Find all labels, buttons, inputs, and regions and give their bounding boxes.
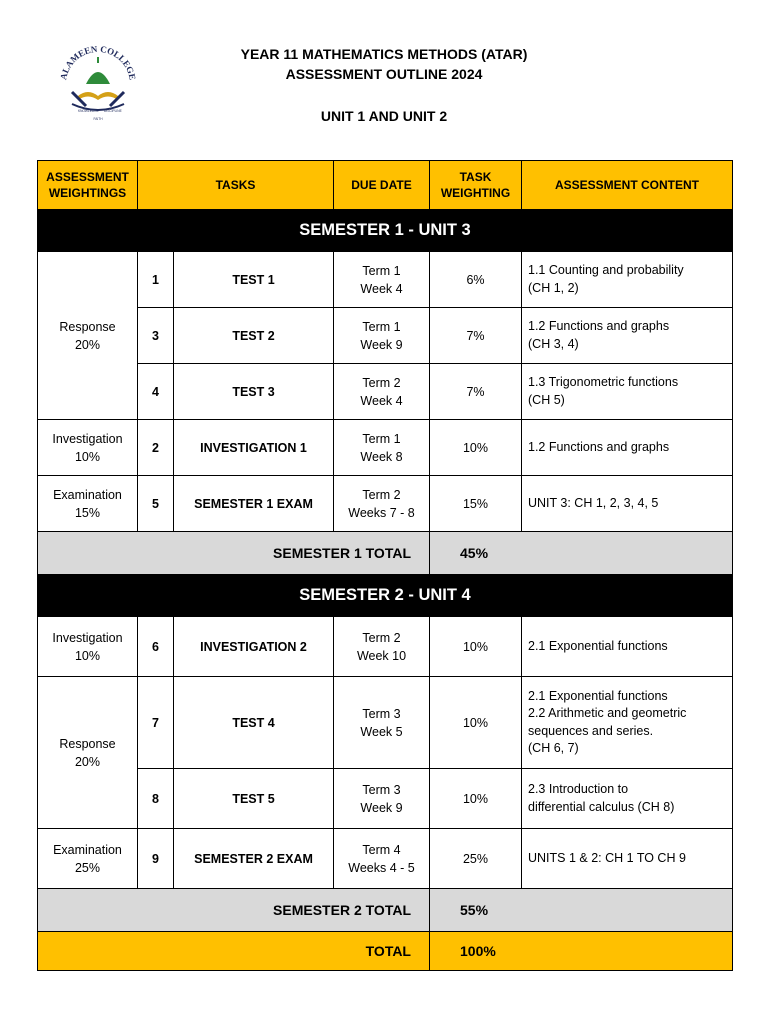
table-row	[38, 420, 733, 476]
header-tasks: TASKS	[138, 161, 334, 210]
semester-1-total-value: 45%	[430, 532, 522, 575]
table-row	[38, 308, 733, 364]
semester-1-band	[38, 210, 733, 252]
assessment-content: 1.2 Functions and graphs (CH 3, 4)	[522, 308, 733, 364]
weighting-cell: Response 20%	[38, 677, 138, 829]
due-date: Term 4 Weeks 4 - 5	[334, 829, 430, 889]
semester-2-total-label: SEMESTER 2 TOTAL	[38, 889, 430, 932]
table-row	[38, 364, 733, 420]
grand-total-value: 100%	[430, 932, 522, 971]
semester-2-total-value: 55%	[430, 889, 522, 932]
task-number: 8	[138, 769, 174, 829]
due-date: Term 1 Week 8	[334, 420, 430, 476]
logo-name-text: ALAMEEN COLLEGE	[58, 43, 138, 81]
dome-icon	[86, 72, 110, 84]
table-row	[38, 617, 733, 677]
header-assessment-content: ASSESSMENT CONTENT	[522, 161, 733, 210]
task-number: 4	[138, 364, 174, 420]
task-weight: 10%	[430, 677, 522, 769]
college-logo	[56, 40, 140, 124]
units-title: UNIT 1 AND UNIT 2	[320, 108, 448, 124]
table-row	[38, 252, 733, 308]
book-icon	[78, 92, 118, 100]
task-weight: 10%	[430, 769, 522, 829]
total-filler	[522, 889, 733, 932]
task-name: TEST 4	[174, 677, 334, 769]
task-name: SEMESTER 2 EXAM	[174, 829, 334, 889]
task-number: 9	[138, 829, 174, 889]
task-name: INVESTIGATION 2	[174, 617, 334, 677]
table-row	[38, 769, 733, 829]
task-number: 5	[138, 476, 174, 532]
assessment-content: 2.3 Introduction to differential calculus (CH 8)	[522, 769, 733, 829]
task-name: SEMESTER 1 EXAM	[174, 476, 334, 532]
task-number: 7	[138, 677, 174, 769]
task-name: TEST 1	[174, 252, 334, 308]
semester-1-total-label: SEMESTER 1 TOTAL	[38, 532, 430, 575]
due-date: Term 2 Week 10	[334, 617, 430, 677]
task-weight: 25%	[430, 829, 522, 889]
weighting-cell: Examination 25%	[38, 829, 138, 889]
weighting-cell: Examination 15%	[38, 476, 138, 532]
assessment-content: 1.1 Counting and probability (CH 1, 2)	[522, 252, 733, 308]
task-name: TEST 5	[174, 769, 334, 829]
due-date: Term 1 Week 9	[334, 308, 430, 364]
weighting-cell: Investigation 10%	[38, 617, 138, 677]
semester-2-title: SEMESTER 2 - UNIT 4	[38, 575, 733, 617]
semester-1-total-row	[38, 532, 733, 575]
header-weightings: ASSESSMENT WEIGHTINGS	[38, 161, 138, 210]
weighting-cell: Response 20%	[38, 252, 138, 420]
table-row	[38, 476, 733, 532]
task-number: 3	[138, 308, 174, 364]
due-date: Term 2 Weeks 7 - 8	[334, 476, 430, 532]
semester-1-title: SEMESTER 1 - UNIT 3	[38, 210, 733, 252]
table-header-row	[38, 161, 733, 210]
assessment-content: UNIT 3: CH 1, 2, 3, 4, 5	[522, 476, 733, 532]
due-date: Term 2 Week 4	[334, 364, 430, 420]
weighting-cell: Investigation 10%	[38, 420, 138, 476]
task-name: TEST 3	[174, 364, 334, 420]
header-due-date: DUE DATE	[334, 161, 430, 210]
task-weight: 10%	[430, 420, 522, 476]
due-date: Term 3 Week 9	[334, 769, 430, 829]
total-filler	[522, 932, 733, 971]
logo-motto-left: KNOWLEDGE	[78, 109, 99, 113]
task-weight: 7%	[430, 308, 522, 364]
assessment-content: 2.1 Exponential functions	[522, 617, 733, 677]
task-weight: 6%	[430, 252, 522, 308]
header-task-weighting: TASK WEIGHTING	[430, 161, 522, 210]
task-weight: 7%	[430, 364, 522, 420]
assessment-content: 2.1 Exponential functions 2.2 Arithmetic and geometric sequences and series. (CH 6, 7)	[522, 677, 733, 769]
assessment-table	[37, 160, 733, 971]
task-number: 2	[138, 420, 174, 476]
due-date: Term 3 Week 5	[334, 677, 430, 769]
document-subtitle: ASSESSMENT OUTLINE 2024	[285, 66, 483, 82]
assessment-content: 1.3 Trigonometric functions (CH 5)	[522, 364, 733, 420]
document-title: YEAR 11 MATHEMATICS METHODS (ATAR)	[240, 46, 528, 62]
semester-2-total-row	[38, 889, 733, 932]
task-weight: 10%	[430, 617, 522, 677]
assessment-content: 1.2 Functions and graphs	[522, 420, 733, 476]
task-number: 1	[138, 252, 174, 308]
assessment-content: UNITS 1 & 2: CH 1 TO CH 9	[522, 829, 733, 889]
logo-motto-bottom: FAITH	[93, 117, 103, 121]
table-row	[38, 829, 733, 889]
semester-2-band	[38, 575, 733, 617]
due-date: Term 1 Week 4	[334, 252, 430, 308]
logo-motto-right: DISCIPLINE	[104, 109, 122, 113]
grand-total-label: TOTAL	[38, 932, 430, 971]
task-number: 6	[138, 617, 174, 677]
table-row	[38, 677, 733, 769]
total-filler	[522, 532, 733, 575]
task-weight: 15%	[430, 476, 522, 532]
task-name: TEST 2	[174, 308, 334, 364]
grand-total-row	[38, 932, 733, 971]
task-name: INVESTIGATION 1	[174, 420, 334, 476]
